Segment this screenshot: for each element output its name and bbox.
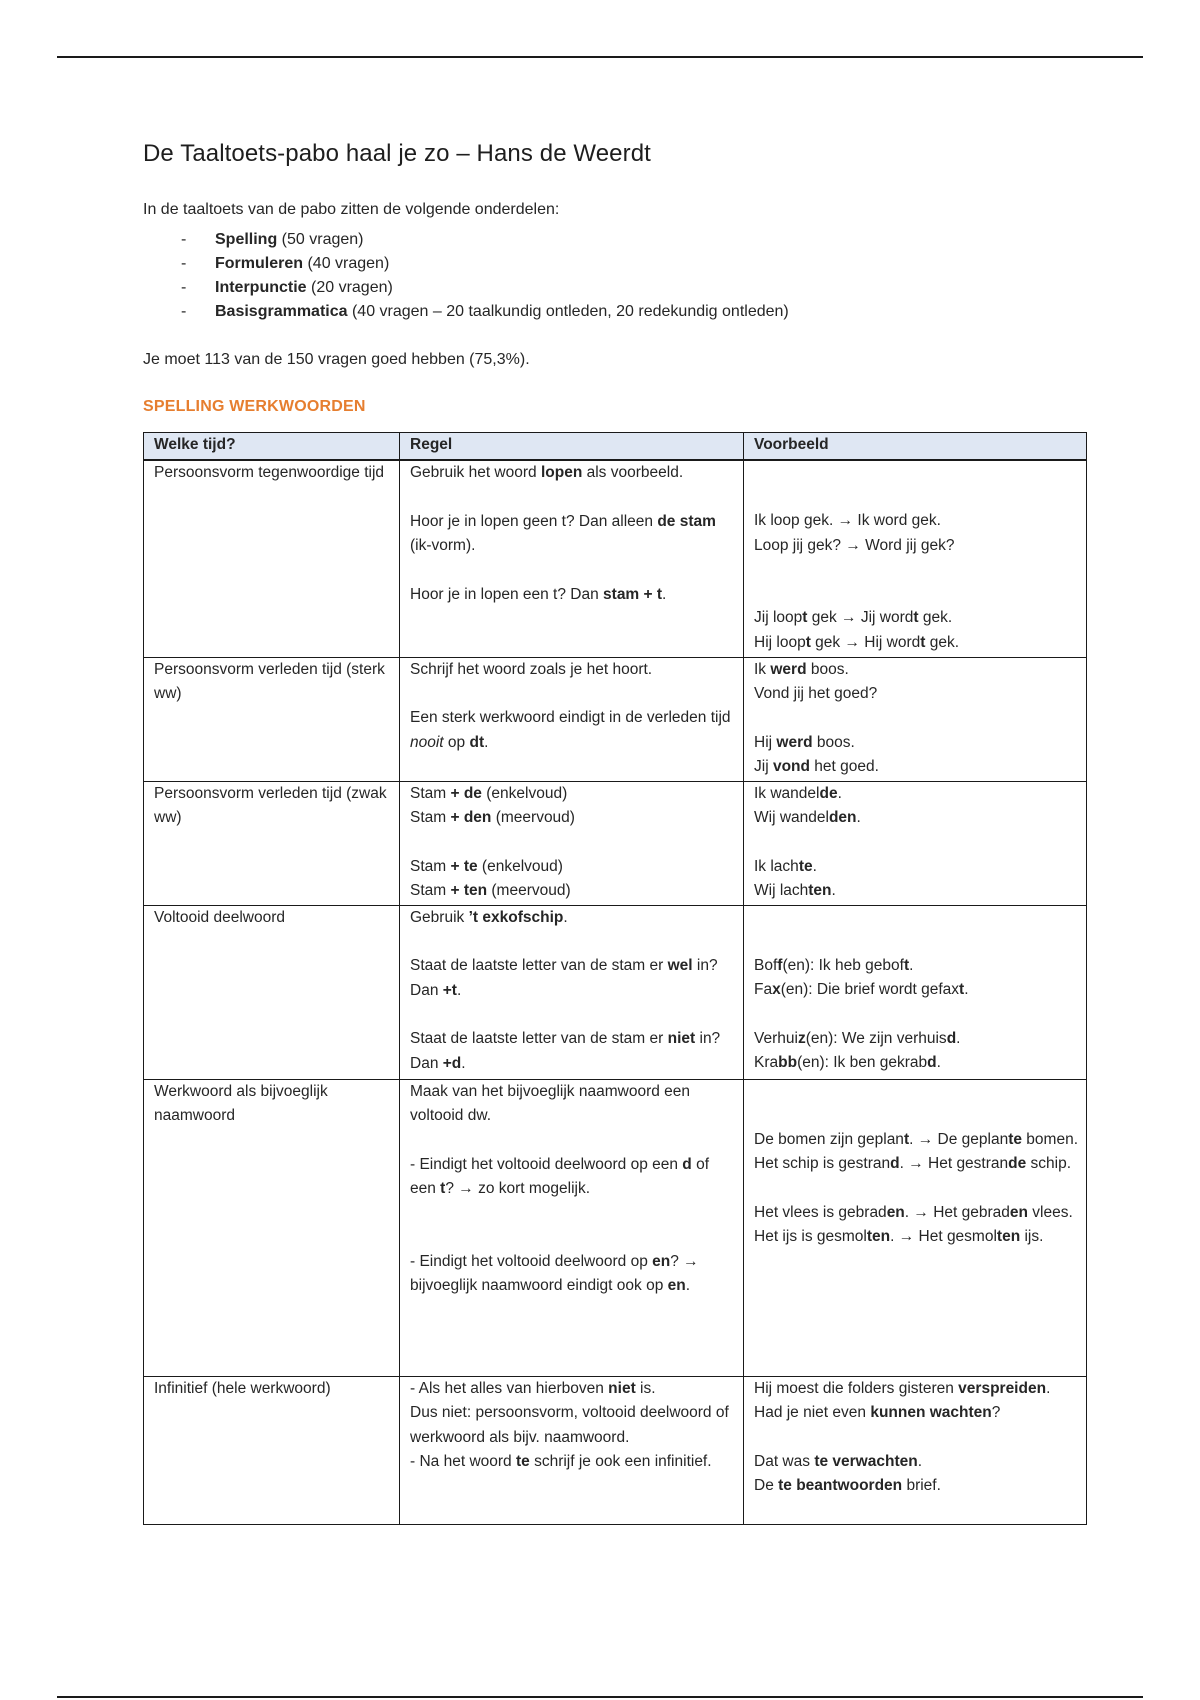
cell-regel bbox=[400, 905, 744, 1079]
header-regel: Regel bbox=[400, 433, 744, 461]
table-row bbox=[144, 657, 1087, 781]
werkwoorden-table bbox=[143, 432, 1087, 1525]
example-text: Hij moest die folders gisteren verspreiden. Had je niet even kunnen wachten? bbox=[754, 1379, 1051, 1421]
table-row bbox=[144, 781, 1087, 905]
rule-text: Stam + te (enkelvoud) Stam + ten (meervoud) bbox=[410, 857, 571, 899]
list-item: - Spelling (50 vragen) bbox=[143, 228, 1086, 252]
rule-text: Stam + de (enkelvoud) Stam + den (meervoud) bbox=[410, 784, 575, 826]
cell-regel bbox=[400, 657, 744, 781]
cell-tijd: Persoonsvorm tegenwoordige tijd bbox=[144, 460, 400, 657]
section-heading: SPELLING WERKWOORDEN bbox=[143, 398, 366, 415]
rule-text: Gebruik het woord lopen als voorbeeld. bbox=[410, 464, 684, 481]
rule-text: - Eindigt het voltooid deelwoord op een d of een t? → zo kort mogelijk. bbox=[410, 1155, 709, 1197]
example-text: De bomen zijn geplant. → De geplante bomen. Het schip is gestrand. → Het gestrande schip. bbox=[754, 1130, 1079, 1172]
table-row bbox=[144, 1079, 1087, 1376]
rule-text: Hoor je in lopen een t? Dan stam + t. bbox=[410, 585, 667, 603]
page-title: De Taaltoets-pabo haal je zo – Hans de Weerdt bbox=[143, 140, 651, 167]
rule-text: - Eindigt het voltooid deelwoord op en? → bijvoeglijk naamwoord eindigt ook op en. bbox=[410, 1252, 699, 1294]
rule-text: Schrijf het woord zoals je het hoort. bbox=[410, 660, 653, 678]
rule-text: Een sterk werkwoord eindigt in de verleden tijd nooit op dt. bbox=[410, 709, 731, 751]
cell-voorbeeld bbox=[744, 1376, 1087, 1524]
example-text: Ik werd boos. Vond jij het goed? bbox=[754, 660, 878, 702]
parts-list bbox=[143, 228, 1086, 324]
example-text: Ik lachte. Wij lachten. bbox=[754, 857, 836, 899]
table-row bbox=[144, 460, 1087, 657]
cell-tijd: Werkwoord als bijvoeglijk naamwoord bbox=[144, 1079, 400, 1376]
cell-voorbeeld bbox=[744, 460, 1087, 657]
cell-tijd: Voltooid deelwoord bbox=[144, 905, 400, 1079]
cell-regel bbox=[400, 1376, 744, 1524]
cell-regel bbox=[400, 460, 744, 657]
rule-text: Gebruik ’t exkofschip. bbox=[410, 908, 568, 926]
table-row bbox=[144, 905, 1087, 1079]
example-text: Hij werd boos. Jij vond het goed. bbox=[754, 733, 879, 775]
rule-text: Maak van het bijvoeglijk naamwoord een voltooid dw. bbox=[410, 1082, 691, 1124]
cell-voorbeeld bbox=[744, 905, 1087, 1079]
cell-tijd: Persoonsvorm verleden tijd (zwak ww) bbox=[144, 781, 400, 905]
requirement-text: Je moet 113 van de 150 vragen goed hebben (75,3%). bbox=[143, 351, 530, 368]
cell-regel bbox=[400, 1079, 744, 1376]
example-text: Boff(en): Ik heb geboft. Fax(en): Die brief wordt gefaxt. bbox=[754, 956, 969, 998]
intro-text: In de taaltoets van de pabo zitten de volgende onderdelen: bbox=[143, 201, 560, 218]
rule-text: Staat de laatste letter van de stam er niet in? Dan +d. bbox=[410, 1030, 721, 1072]
cell-tijd: Infinitief (hele werkwoord) bbox=[144, 1376, 400, 1524]
cell-voorbeeld bbox=[744, 1079, 1087, 1376]
bottom-rule bbox=[57, 1696, 1143, 1698]
top-rule bbox=[57, 56, 1143, 58]
example-text: Jij loopt gek → Jij wordt gek. Hij loopt gek → Hij wordt gek. bbox=[754, 609, 960, 651]
cell-regel bbox=[400, 781, 744, 905]
rule-text: Staat de laatste letter van de stam er wel in? Dan +t. bbox=[410, 957, 718, 999]
example-text: Ik wandelde. Wij wandelden. bbox=[754, 784, 861, 826]
cell-tijd: Persoonsvorm verleden tijd (sterk ww) bbox=[144, 657, 400, 781]
list-item: - Basisgrammatica (40 vragen – 20 taalkundig ontleden, 20 redekundig ontleden) bbox=[143, 300, 1086, 324]
list-item: - Interpunctie (20 vragen) bbox=[143, 276, 1086, 300]
example-text: Ik loop gek. → Ik word gek. Loop jij gek? → Word jij gek? bbox=[754, 512, 955, 554]
example-text: Het vlees is gebraden. → Het gebraden vlees. Het ijs is gesmolten. → Het gesmolten ijs. bbox=[754, 1203, 1073, 1245]
header-voorbeeld: Voorbeeld bbox=[744, 433, 1087, 461]
table-header-row bbox=[144, 433, 1087, 461]
cell-voorbeeld bbox=[744, 781, 1087, 905]
rule-text: - Als het alles van hierboven niet is. Dus niet: persoonsvorm, voltooid deelwoord of werkwoord als bijv. naamwoord. - Na het woord te schrijf je ook een infinitief. bbox=[410, 1379, 729, 1470]
example-text: Dat was te verwachten. De te beantwoorden brief. bbox=[754, 1452, 941, 1494]
document-page bbox=[143, 140, 1086, 1525]
example-text: Verhuiz(en): We zijn verhuisd. Krabb(en): Ik ben gekrabd. bbox=[754, 1029, 961, 1071]
list-item: - Formuleren (40 vragen) bbox=[143, 252, 1086, 276]
rule-text: Hoor je in lopen geen t? Dan alleen de stam (ik-vorm). bbox=[410, 512, 716, 554]
table-row bbox=[144, 1376, 1087, 1524]
header-tijd: Welke tijd? bbox=[144, 433, 400, 461]
cell-voorbeeld bbox=[744, 657, 1087, 781]
